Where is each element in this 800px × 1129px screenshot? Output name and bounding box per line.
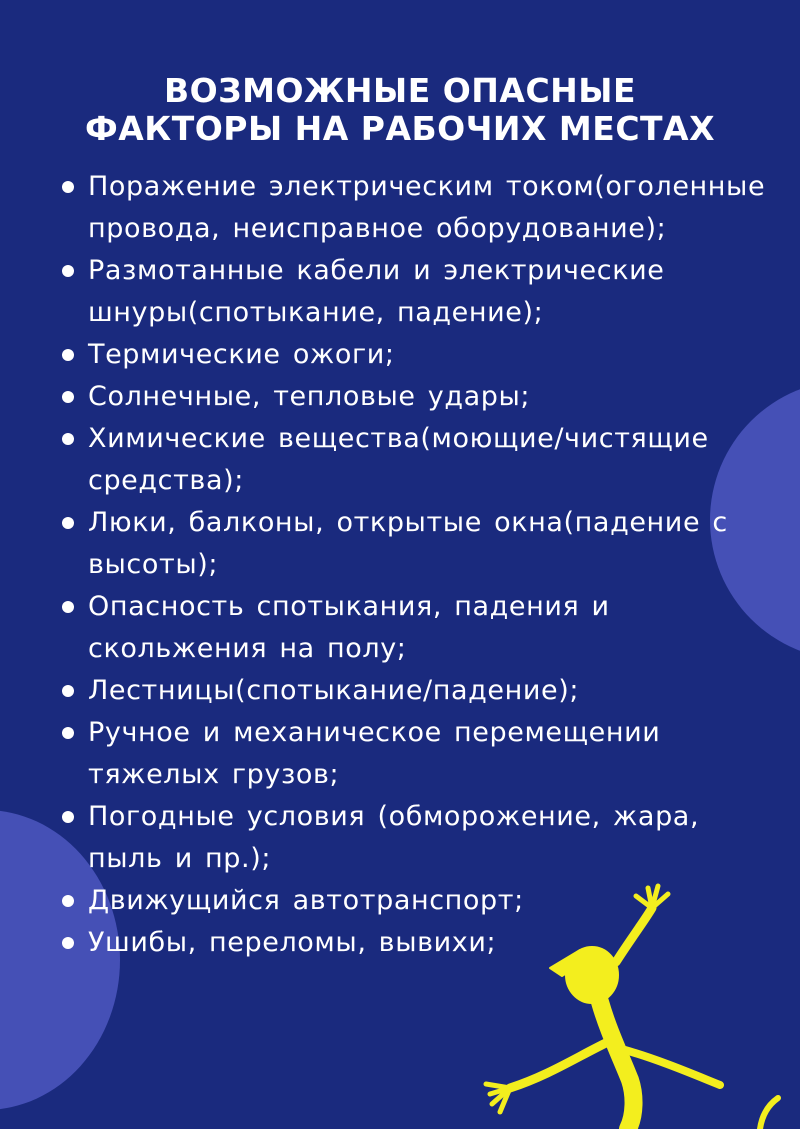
list-item [58, 796, 778, 880]
hazard-list [58, 166, 778, 964]
bullet-icon [62, 391, 74, 403]
bullet-icon [62, 685, 74, 697]
list-item [58, 334, 778, 376]
list-item-text: Погодные условия (обморожение, жара, пыль и пр.); [88, 801, 700, 874]
list-item [58, 670, 778, 712]
list-item [58, 250, 778, 334]
list-item [58, 166, 778, 250]
list-item-text: Термические ожоги; [88, 339, 395, 370]
bullet-icon [62, 349, 74, 361]
page-title [0, 72, 800, 148]
bullet-icon [62, 433, 74, 445]
list-item [58, 376, 778, 418]
bullet-icon [62, 811, 74, 823]
bullet-icon [62, 937, 74, 949]
list-item-text: Движущийся автотранспорт; [88, 885, 524, 916]
list-item [58, 502, 778, 586]
list-item [58, 586, 778, 670]
list-item [58, 418, 778, 502]
list-item-text: Химические вещества(моющие/чистящие средства); [88, 423, 709, 496]
list-item [58, 712, 778, 796]
dancing-figure-icon [430, 880, 800, 1129]
bullet-icon [62, 895, 74, 907]
list-item-text: Размотанные кабели и электрические шнуры(спотыкание, падение); [88, 255, 665, 328]
title-line-1: ВОЗМОЖНЫЕ ОПАСНЫЕ [163, 71, 637, 110]
list-item-text: Ручное и механическое перемещении тяжелых грузов; [88, 717, 661, 790]
bullet-icon [62, 517, 74, 529]
list-item-text: Солнечные, тепловые удары; [88, 381, 531, 412]
list-item-text: Ушибы, переломы, вывихи; [88, 927, 497, 958]
list-item-text: Опасность спотыкания, падения и скольжения на полу; [88, 591, 610, 664]
bullet-icon [62, 181, 74, 193]
bullet-icon [62, 265, 74, 277]
bullet-icon [62, 601, 74, 613]
bullet-icon [62, 727, 74, 739]
list-item-text: Люки, балконы, открытые окна(падение с высоты); [88, 507, 728, 580]
list-item-text: Лестницы(спотыкание/падение); [88, 675, 580, 706]
title-line-2: ФАКТОРЫ НА РАБОЧИХ МЕСТАХ [84, 109, 716, 148]
list-item-text: Поражение электрическим током(оголенные провода, неисправное оборудование); [88, 171, 766, 244]
